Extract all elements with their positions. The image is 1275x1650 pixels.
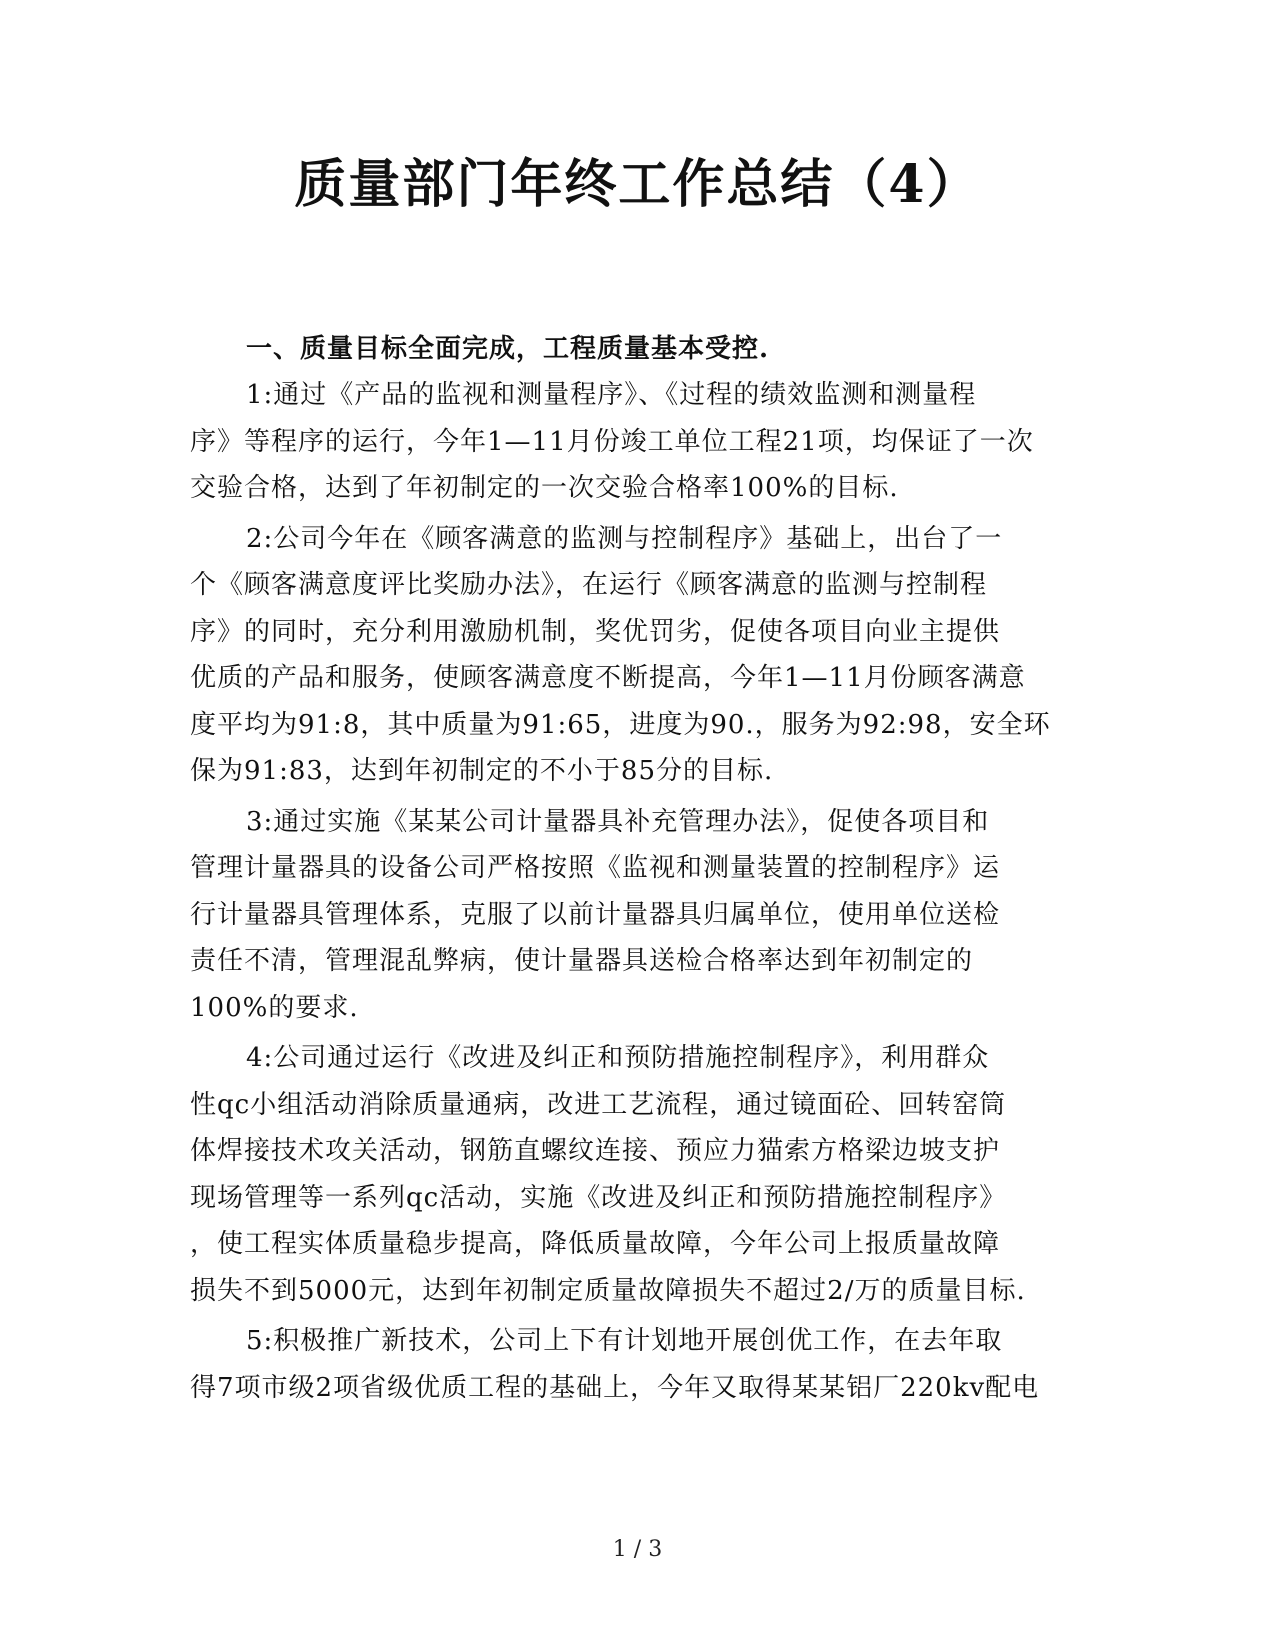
paragraph-line: 度平均为91:8，其中质量为91:65，进度为90.，服务为92:98，安全环 bbox=[190, 709, 1051, 740]
paragraph-line: 性qc小组活动消除质量通病，改进工艺流程，通过镜面砼、回转窑筒 bbox=[190, 1089, 1007, 1120]
paragraph-4 bbox=[190, 1035, 1080, 1314]
paragraph-line: 3:通过实施《某某公司计量器具补充管理办法》，促使各项目和 bbox=[246, 806, 990, 837]
paragraph-line: 个《顾客满意度评比奖励办法》，在运行《顾客满意的监测与控制程 bbox=[190, 570, 988, 600]
paragraph-line: 序》的同时，充分利用激励机制，奖优罚劣，促使各项目向业主提供 bbox=[190, 616, 1001, 647]
paragraph-line: 序》等程序的运行，今年1—11月份竣工单位工程21项，均保证了一次 bbox=[190, 426, 1034, 457]
paragraph-line: ，使工程实体质量稳步提高，降低质量故障，今年公司上报质量故障 bbox=[190, 1229, 1001, 1259]
document-body bbox=[190, 326, 1080, 1411]
paragraph-line: 得7项市级2项省级优质工程的基础上，今年又取得某某铝厂220kv配电 bbox=[190, 1372, 1040, 1403]
paragraph-line: 1:通过《产品的监视和测量程序》、《过程的绩效监测和测量程 bbox=[246, 380, 977, 410]
paragraph-line: 体焊接技术攻关活动，钢筋直螺纹连接、预应力猫索方格梁边坡支护 bbox=[190, 1136, 1001, 1166]
paragraph-line: 责任不清，管理混乱弊病，使计量器具送检合格率达到年初制定的 bbox=[190, 946, 974, 976]
paragraph-line: 2:公司今年在《顾客满意的监测与控制程序》基础上，出台了一 bbox=[246, 523, 1003, 554]
paragraph-1 bbox=[190, 372, 1080, 512]
document-title: 质量部门年终工作总结（4） bbox=[294, 154, 981, 215]
paragraph-line: 100%的要求. bbox=[190, 992, 359, 1023]
page-number: 1 / 3 bbox=[612, 1537, 663, 1562]
section-heading: 一、质量目标全面完成，工程质量基本受控. bbox=[246, 334, 770, 364]
paragraph-line: 优质的产品和服务，使顾客满意度不断提高，今年1—11月份顾客满意 bbox=[190, 663, 1026, 693]
paragraph-line: 交验合格，达到了年初制定的一次交验合格率100%的目标. bbox=[190, 473, 899, 503]
paragraph-line: 5:积极推广新技术，公司上下有计划地开展创优工作，在去年取 bbox=[246, 1326, 1003, 1356]
paragraph-2 bbox=[190, 516, 1080, 795]
paragraph-line: 行计量器具管理体系，克服了以前计量器具归属单位，使用单位送检 bbox=[190, 899, 1001, 930]
paragraph-3 bbox=[190, 799, 1080, 1032]
paragraph-5 bbox=[190, 1318, 1080, 1411]
paragraph-line: 4:公司通过运行《改进及纠正和预防措施控制程序》，利用群众 bbox=[246, 1043, 990, 1073]
paragraph-line: 保为91:83，达到年初制定的不小于85分的目标. bbox=[190, 756, 774, 786]
paragraph-line: 管理计量器具的设备公司严格按照《监视和测量装置的控制程序》运 bbox=[190, 853, 1001, 883]
paragraph-line: 损失不到5000元，达到年初制定质量故障损失不超过2/万的质量目标. bbox=[190, 1275, 1026, 1306]
paragraph-line: 现场管理等一系列qc活动，实施《改进及纠正和预防措施控制程序》 bbox=[190, 1182, 1007, 1213]
